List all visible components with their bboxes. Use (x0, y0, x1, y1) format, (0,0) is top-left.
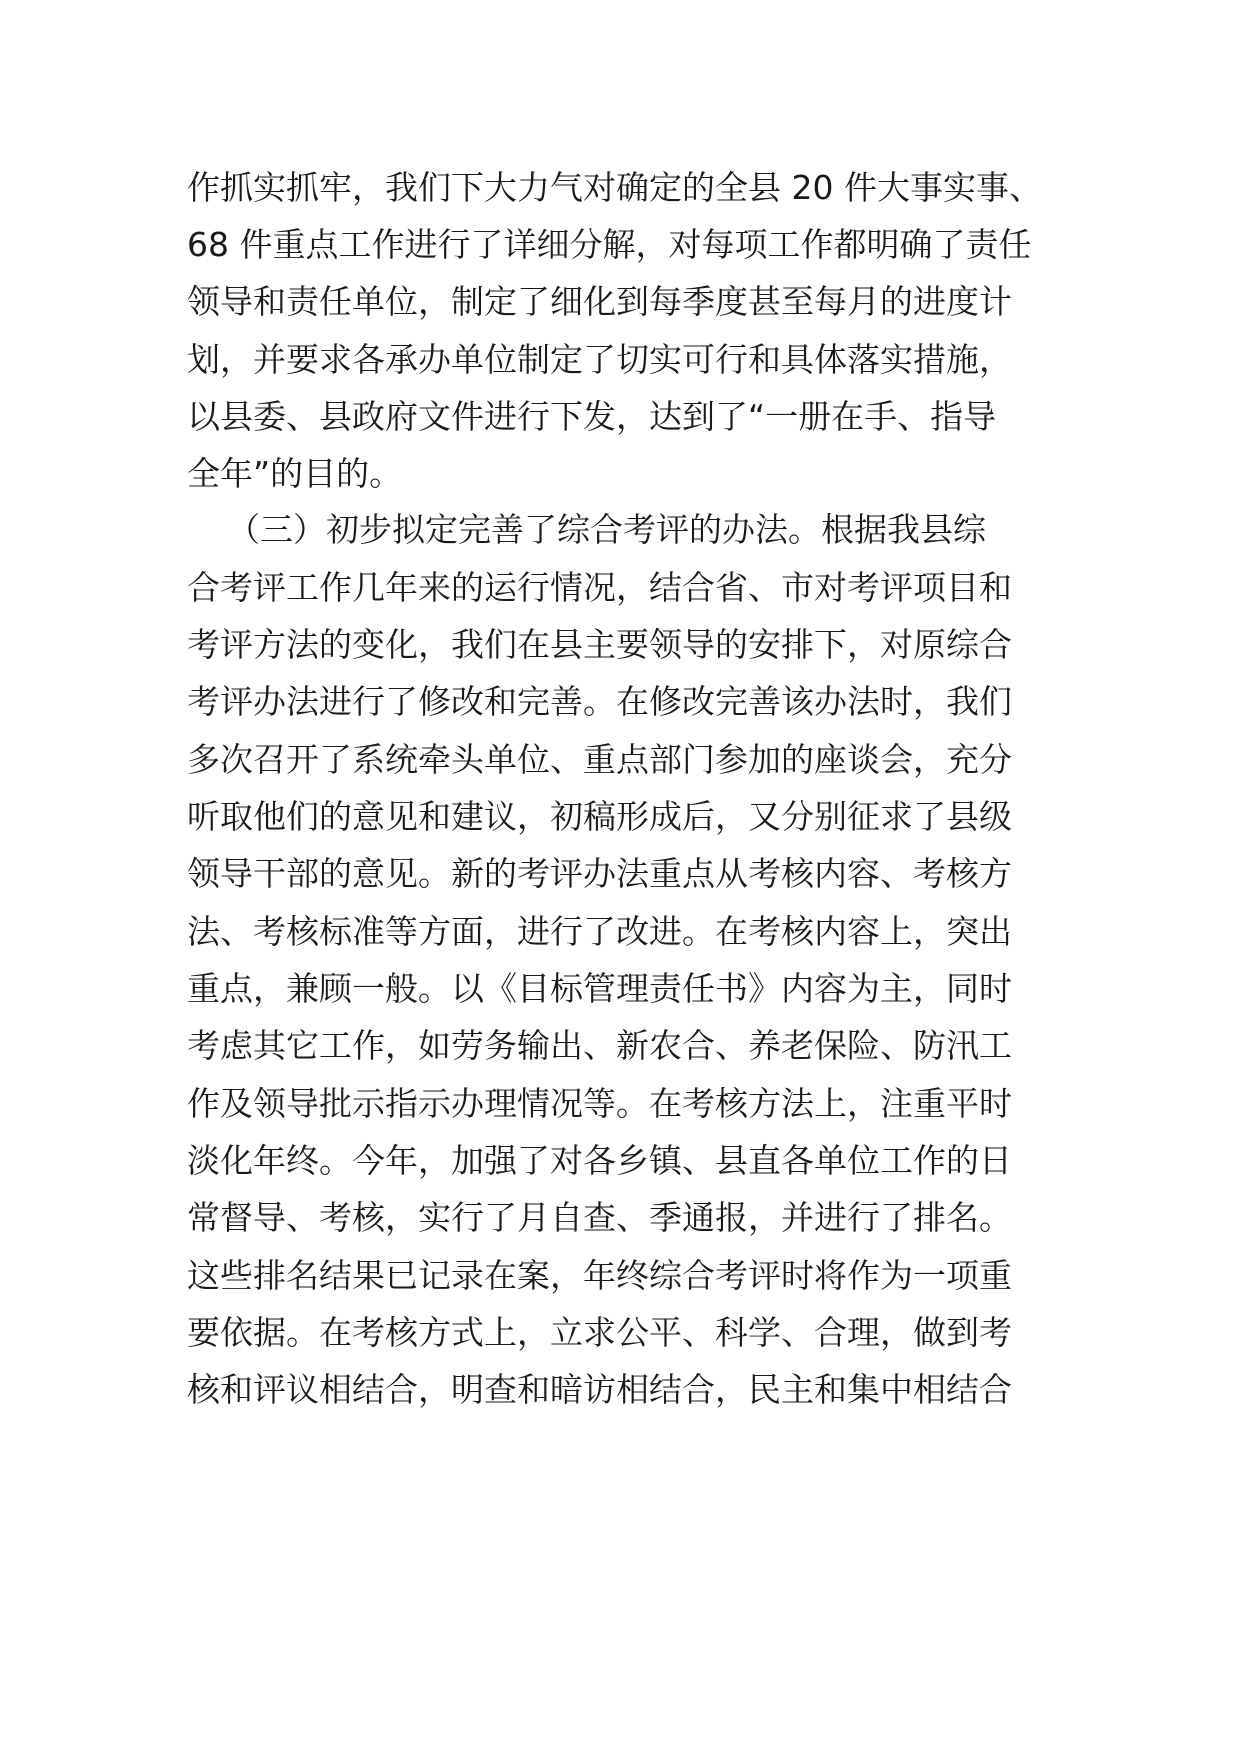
text-line-3: 领导和责任单位，制定了细化到每季度甚至每月的进度计 (187, 282, 1012, 321)
text-line-10: 考评办法进行了修改和完善。在修改完善该办法时，我们 (187, 682, 1012, 721)
text-line-12: 听取他们的意见和建议，初稿形成后，又分别征求了县级 (187, 797, 1012, 836)
text-line-6: 全年”的目的。 (187, 454, 403, 493)
text-line-16: 考虑其它工作，如劳务输出、新农合、养老保险、防汛工 (187, 1026, 1012, 1065)
section-heading-line: （三）初步拟定完善了综合考评的办法。根据我县综 (227, 510, 986, 549)
text-line-19: 常督导、考核，实行了月自查、季通报，并进行了排名。 (187, 1198, 1012, 1237)
text-line-18: 淡化年终。今年，加强了对各乡镇、县直各单位工作的日 (187, 1141, 1012, 1180)
text-line-2: 68 件重点工作进行了详细分解，对每项工作都明确了责任 (187, 225, 1032, 264)
text-line-13: 领导干部的意见。新的考评办法重点从考核内容、考核方 (187, 854, 1012, 893)
text-line-11: 多次召开了系统牵头单位、重点部门参加的座谈会，充分 (187, 740, 1012, 779)
text-line-22: 核和评议相结合，明查和暗访相结合，民主和集中相结合 (187, 1370, 1012, 1409)
text-line-14: 法、考核标准等方面，进行了改进。在考核内容上，突出 (187, 912, 1012, 951)
text-line-9: 考评方法的变化，我们在县主要领导的安排下，对原综合 (187, 625, 1012, 664)
text-line-5: 以县委、县政府文件进行下发，达到了“一册在手、指导 (187, 397, 997, 436)
text-line-4: 划，并要求各承办单位制定了切实可行和具体落实措施， (187, 340, 1012, 379)
text-line-15: 重点，兼顾一般。以《目标管理责任书》内容为主，同时 (187, 969, 1012, 1008)
text-line-1: 作抓实抓牢，我们下大力气对确定的全县 20 件大事实事、 (187, 168, 1042, 207)
text-line-21: 要依据。在考核方式上，立求公平、科学、合理，做到考 (187, 1313, 1012, 1352)
text-line-8: 合考评工作几年来的运行情况，结合省、市对考评项目和 (187, 568, 1012, 607)
text-line-17: 作及领导批示指示办理情况等。在考核方法上，注重平时 (187, 1084, 1012, 1123)
text-line-20: 这些排名结果已记录在案，年终综合考评时将作为一项重 (187, 1256, 1012, 1295)
